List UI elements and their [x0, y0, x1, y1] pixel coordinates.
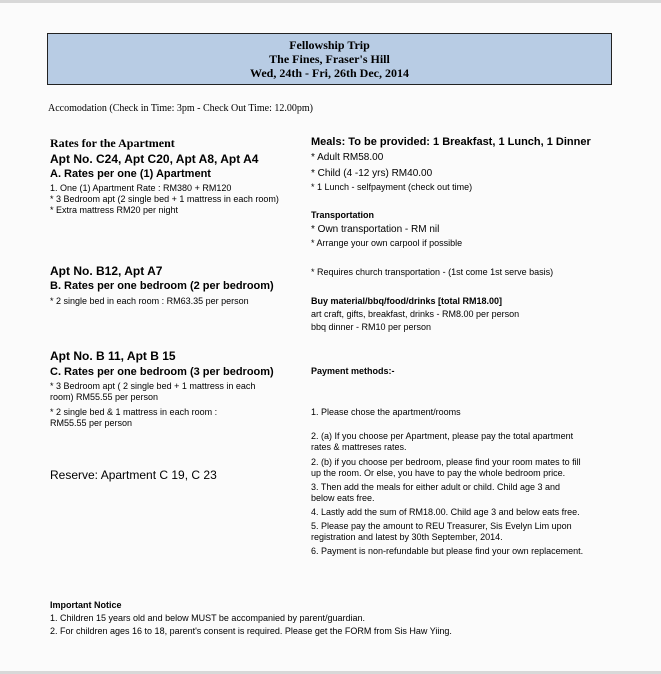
apt-a-subtitle: A. Rates per one (1) Apartment: [50, 168, 211, 180]
payment-line: 1. Please chose the apartment/rooms: [311, 407, 461, 417]
notice-line: 1. Children 15 years old and below MUST be accompanied by parent/guardian.: [50, 613, 366, 623]
meal-price-line: * Child (4 -12 yrs) RM40.00: [311, 168, 433, 179]
payment-line: 2. (a) If you choose per Apartment, please pay the total apartment: [311, 431, 574, 441]
apt-b-details: [50, 296, 249, 307]
payment-line: 5. Please pay the amount to REU Treasurer, Sis Evelyn Lim upon: [311, 521, 572, 531]
notice-line: 2. For children ages 16 to 18, parent's consent is required. Please get the FORM from Sis Haw Yiing.: [50, 626, 452, 636]
payment-line: below eats free.: [311, 493, 375, 503]
payment-steps: [311, 407, 583, 557]
apt-a-line: * 3 Bedroom apt (2 single bed + 1 mattress in each room): [50, 194, 279, 204]
apt-c-subtitle: C. Rates per one bedroom (3 per bedroom): [50, 366, 274, 378]
buy-line: art craft, gifts, breakfast, drinks - RM8.00 per person: [311, 309, 520, 319]
meal-price-line: * Adult RM58.00: [311, 152, 384, 163]
apt-a-details: [50, 183, 279, 216]
payment-line: 6. Payment is non-refundable but please find your own replacement.: [311, 546, 584, 556]
apt-b-line: * 2 single bed in each room : RM63.35 per person: [50, 296, 249, 306]
buy-line: bbq dinner - RM10 per person: [311, 322, 432, 332]
church-transport: * Requires church transportation - (1st come 1st serve basis): [311, 267, 554, 277]
apt-c-title: Apt No. B 11, Apt B 15: [50, 349, 176, 363]
apt-c-line: * 2 single bed & 1 mattress in each room :: [50, 407, 218, 417]
rates-title: Rates for the Apartment: [50, 136, 175, 150]
payment-line: rates & mattreses rates.: [311, 442, 407, 452]
reserve-note: Reserve: Apartment C 19, C 23: [50, 468, 217, 482]
title-line-3: Wed, 24th - Fri, 26th Dec, 2014: [250, 66, 409, 80]
payment-title: Payment methods:-: [311, 366, 395, 376]
accommodation-times: Accomodation (Check in Time: 3pm - Check Out Time: 12.00pm): [48, 103, 313, 114]
transport-own: * Own transportation - RM nil: [311, 224, 440, 235]
top-edge: [0, 0, 661, 3]
payment-line: 3. Then add the meals for either adult or child. Child age 3 and: [311, 482, 560, 492]
meals-note: * 1 Lunch - selfpayment (check out time): [311, 182, 473, 192]
apt-a-title: Apt No. C24, Apt C20, Apt A8, Apt A4: [50, 152, 259, 166]
apt-c-line: RM55.55 per person: [50, 418, 133, 428]
meals-prices: [311, 152, 432, 180]
apt-b-title: Apt No. B12, Apt A7: [50, 264, 163, 278]
apt-a-line: 1. One (1) Apartment Rate : RM380 + RM120: [50, 183, 232, 193]
apt-c-details: [50, 381, 255, 429]
apt-a-line: * Extra mattress RM20 per night: [50, 205, 179, 215]
payment-line: registration and latest by 30th September, 2014.: [311, 532, 503, 542]
title-box: [47, 33, 612, 85]
apt-b-subtitle: B. Rates per one bedroom (2 per bedroom): [50, 280, 274, 292]
meals-title: Meals: To be provided: 1 Breakfast, 1 Lunch, 1 Dinner: [311, 136, 591, 148]
payment-line: 4. Lastly add the sum of RM18.00. Child age 3 and below eats free.: [311, 507, 580, 517]
payment-line: 2. (b) if you choose per bedroom, please find your room mates to fill: [311, 457, 581, 467]
payment-line: up the room. Or else, you have to pay the whole bedroom price.: [311, 468, 566, 478]
title-line-1: Fellowship Trip: [289, 38, 370, 52]
apt-c-line: room) RM55.55 per person: [50, 392, 159, 402]
transport-title: Transportation: [311, 210, 375, 220]
apt-c-line: * 3 Bedroom apt ( 2 single bed + 1 mattress in each: [50, 381, 256, 391]
notice-title: Important Notice: [50, 600, 122, 610]
transport-carpool: * Arrange your own carpool if possible: [311, 238, 463, 248]
title-line-2: The Fines, Fraser's Hill: [269, 52, 390, 66]
notice-list: [50, 613, 452, 637]
buy-details: [311, 309, 519, 333]
buy-title: Buy material/bbq/food/drinks [total RM18.00]: [311, 296, 503, 306]
